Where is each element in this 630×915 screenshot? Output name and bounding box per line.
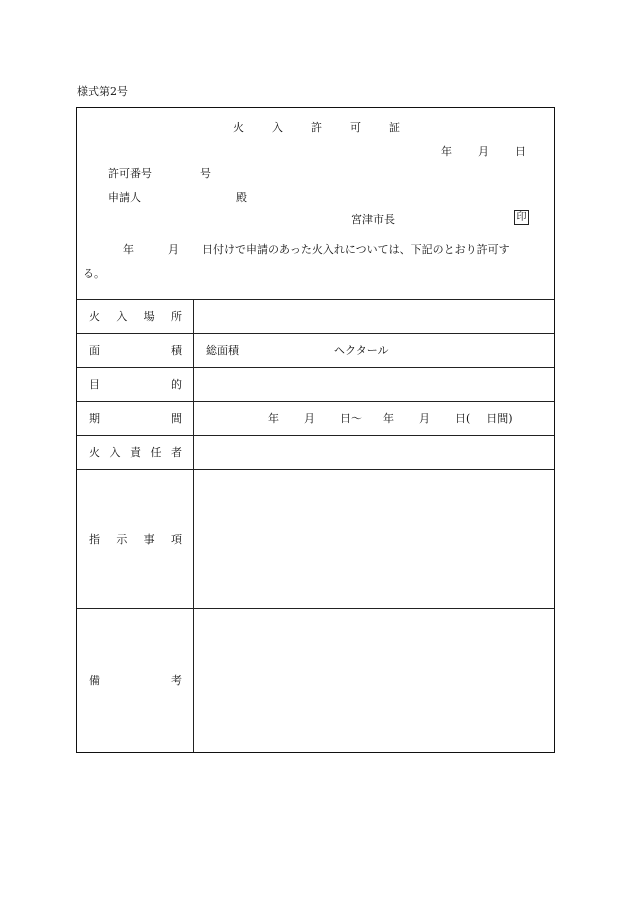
value-purpose[interactable]: [194, 367, 554, 401]
date-day: 日: [515, 145, 526, 158]
value-instructions[interactable]: [194, 469, 554, 608]
label-char: 事: [143, 532, 155, 546]
label-char: 積: [171, 344, 182, 357]
value-area[interactable]: [194, 333, 554, 367]
label-remarks: [77, 608, 193, 752]
label-char: 考: [171, 674, 182, 687]
label-char: 者: [171, 446, 182, 459]
title-char: 火: [233, 121, 244, 134]
title-char: 許: [311, 121, 322, 134]
seal-box: 印: [514, 210, 529, 225]
permit-statement: [123, 244, 510, 255]
period-year-end: 年: [383, 412, 394, 425]
label-char: 示: [116, 532, 128, 546]
label-char: 入: [109, 446, 121, 459]
label-char: 火: [89, 310, 100, 323]
form-title: [77, 122, 556, 133]
permit-number: [108, 168, 211, 179]
issuer-name: 宮津市長: [351, 213, 395, 226]
date-month: 月: [478, 145, 489, 158]
label-char: 項: [170, 532, 182, 546]
date-year: 年: [441, 145, 452, 158]
period-year-start: 年: [268, 412, 279, 425]
period-days: 日間): [486, 412, 513, 425]
title-char: 証: [389, 121, 400, 134]
value-place[interactable]: [194, 299, 554, 333]
value-responsible[interactable]: [194, 435, 554, 469]
label-purpose: [77, 367, 193, 401]
label-char: 火: [89, 446, 100, 459]
applicant: [108, 192, 247, 203]
label-period: [77, 401, 193, 435]
label-char: 責: [130, 446, 141, 459]
label-place: [77, 299, 193, 333]
period-day-start: 日〜: [340, 412, 362, 425]
permit-number-suffix: 号: [200, 167, 211, 180]
period-day-end: 日(: [455, 412, 471, 425]
permit-form: [76, 107, 555, 753]
permit-statement-cont: る。: [83, 267, 105, 280]
statement-year: 年: [123, 243, 134, 256]
label-instructions: [77, 469, 193, 608]
label-area: [77, 333, 193, 367]
label-char: 所: [170, 310, 182, 323]
label-responsible: [77, 435, 193, 469]
value-remarks[interactable]: [194, 608, 554, 752]
value-period[interactable]: [194, 401, 554, 435]
label-char: 入: [116, 310, 128, 323]
label-char: 場: [143, 310, 155, 323]
statement-month: 月: [168, 243, 179, 256]
label-char: 任: [150, 446, 162, 459]
label-char: 備: [89, 674, 100, 687]
label-char: 期: [89, 412, 100, 425]
issue-date: [441, 146, 526, 157]
period-month-start: 月: [304, 412, 315, 425]
area-total-label: 総面積: [206, 344, 239, 357]
form-number: 様式第2号: [77, 85, 128, 98]
applicant-honorific: 殿: [236, 191, 247, 204]
title-char: 入: [272, 121, 283, 134]
label-char: 目: [89, 378, 100, 391]
title-char: 可: [350, 121, 361, 134]
applicant-label: 申請人: [108, 191, 141, 204]
label-char: 間: [171, 412, 182, 425]
label-char: 指: [89, 532, 100, 546]
label-char: 面: [89, 344, 100, 357]
period-month-end: 月: [419, 412, 430, 425]
permit-number-label: 許可番号: [108, 167, 152, 180]
label-char: 的: [171, 378, 182, 391]
statement-text: 日付けで申請のあった火入れについては、下記のとおり許可す: [202, 243, 510, 256]
area-unit: ヘクタール: [334, 344, 389, 357]
